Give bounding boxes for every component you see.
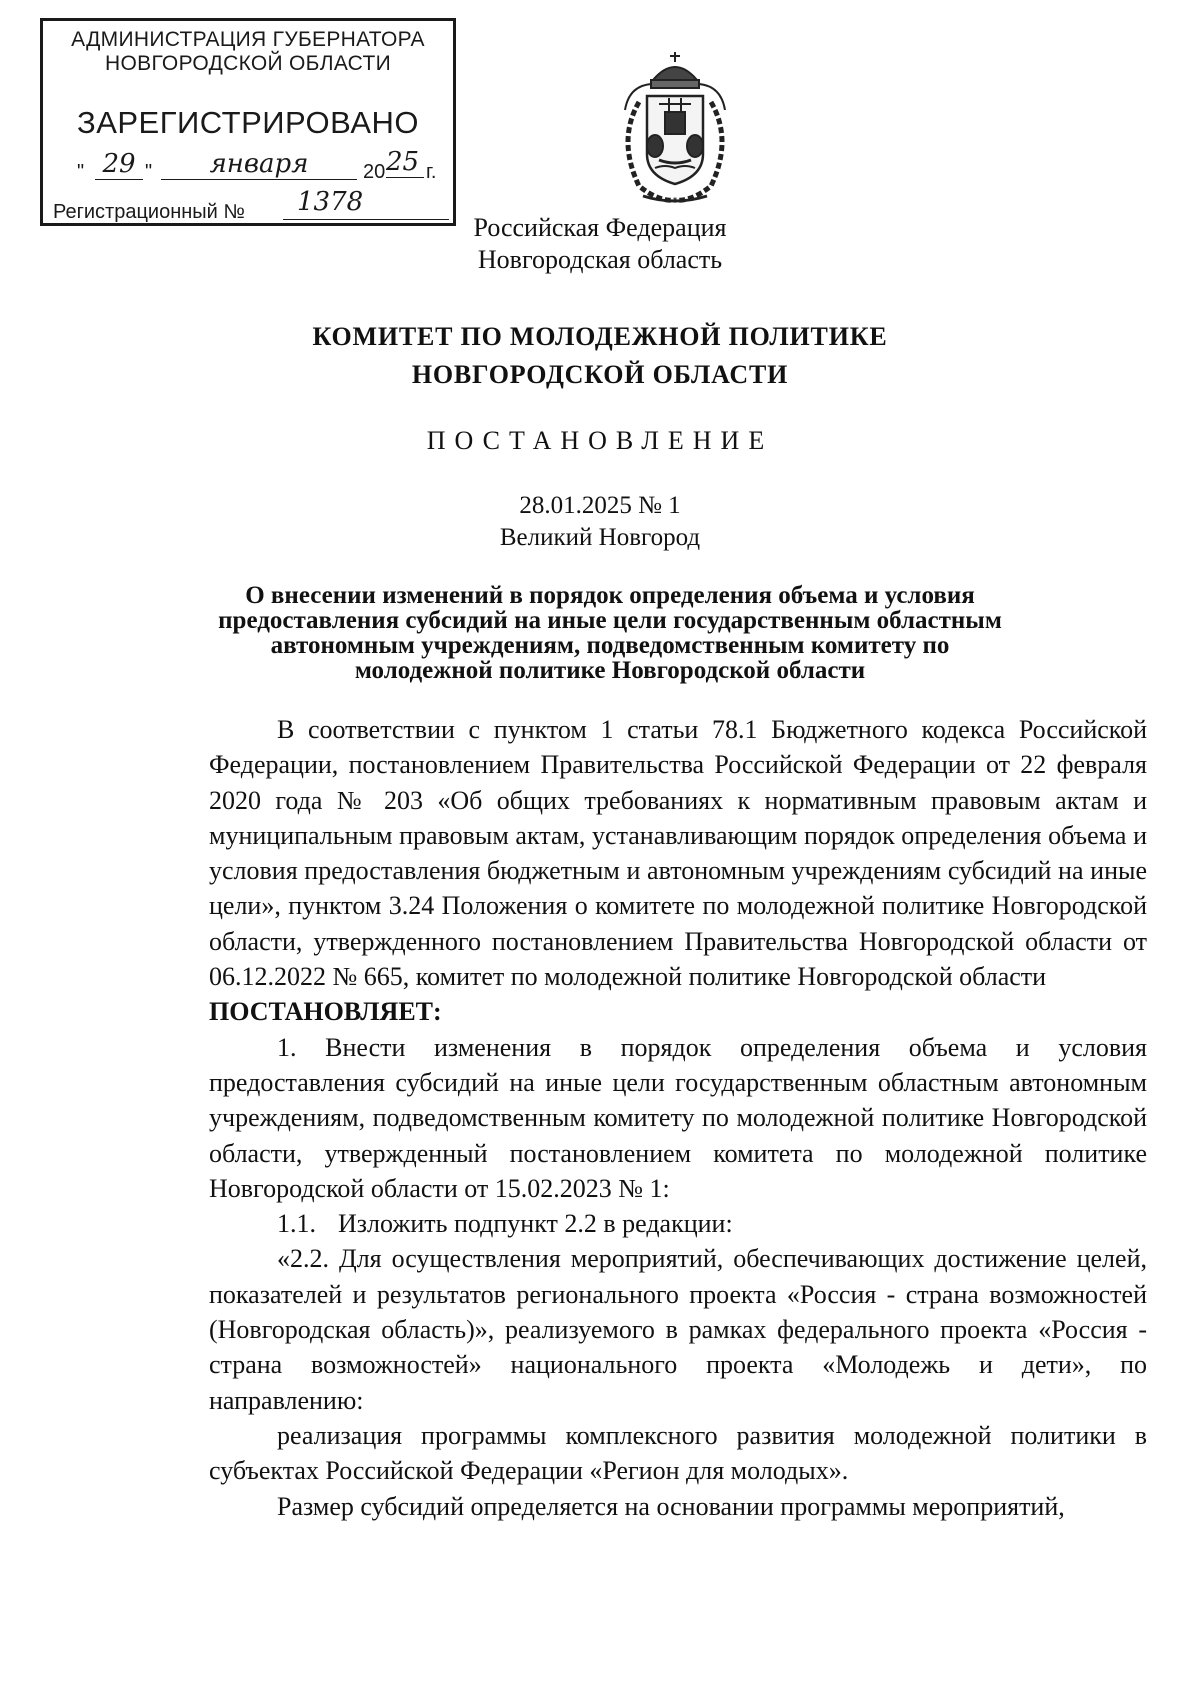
resolves-heading: ПОСТАНОВЛЯЕТ: <box>209 997 442 1027</box>
stamp-year-suffix: 25 <box>386 147 424 178</box>
stamp-number-label: Регистрационный № <box>53 201 245 223</box>
novgorod-coat-of-arms-icon <box>609 50 741 208</box>
document-body <box>209 712 1147 1524</box>
item-1-1-text: Изложить подпункт 2.2 в редакции: <box>338 1209 733 1239</box>
stamp-close-quote: " <box>145 161 153 183</box>
preamble-paragraph: В соответствии с пунктом 1 статьи 78.1 Бюджетного кодекса Российской Федерации, постановлением Правительства Российской Федерации от 22 февраля 2020 года № 203 «Об общих требованиях к нормативным правовым актам и муниципальным правовым актам, устанавливающим порядок определения объема и условия предоставления бюджетным и автономным учреждениям субсидий на иные цели», пунктом 3.24 Положения о комитете по молодежной политике Новгородской области, утвержденного постановлением Правительства Новгородской области от 06.12.2022 № 665, комитет по молодежной политике Новгородской области <box>209 715 1147 992</box>
country-name: Российская Федерация <box>473 213 727 242</box>
committee-title-line2: НОВГОРОДСКОЙ ОБЛАСТИ <box>411 360 789 389</box>
stamp-month: января <box>161 149 357 180</box>
committee-title-line1: КОМИТЕТ ПО МОЛОДЕЖНОЙ ПОЛИТИКЕ <box>312 322 888 351</box>
item-1-1-paragraph <box>209 1206 1147 1241</box>
stamp-date-line <box>77 147 447 185</box>
document-type: ПОСТАНОВЛЕНИЕ <box>426 426 774 455</box>
item-1-1-number: 1.1. <box>277 1209 316 1239</box>
stamp-registered-label: ЗАРЕГИСТРИРОВАНО <box>76 105 419 140</box>
stamp-organization <box>43 28 453 76</box>
item-1-paragraph: 1. Внести изменения в порядок определения объема и условия предоставления субсидий на иные цели государственным областным автономным учреждениям, подведомственным комитету по молодежной политике Новгородской области, утвержденный постановлением комитета по молодежной политике Новгородской области от 15.02.2023 № 1: <box>209 1032 1147 1203</box>
document-date-number: 28.01.2025 № 1 <box>519 492 681 519</box>
stamp-day: 29 <box>95 149 143 180</box>
program-paragraph: реализация программы комплексного развития молодежной политики в субъектах Российской Федерации «Регион для молодых». <box>209 1420 1147 1486</box>
country-header <box>0 212 1200 276</box>
stamp-org-line2: НОВГОРОДСКОЙ ОБЛАСТИ <box>105 52 391 75</box>
region-name: Новгородская область <box>477 245 723 274</box>
stamp-century: 20 <box>363 161 386 183</box>
document-subject: О внесении изменений в порядок определения объема и условия предоставления субсидий на иные цели государственным областным автономным учреждениям, подведомственным комитету по молодежной политике Новгородской области <box>218 582 1002 684</box>
stamp-org-line1: АДМИНИСТРАЦИЯ ГУБЕРНАТОРА <box>71 28 425 51</box>
subsidy-size-paragraph: Размер субсидий определяется на основании программы мероприятий, <box>277 1491 1065 1521</box>
subitem-2-2-paragraph: «2.2. Для осуществления мероприятий, обеспечивающих достижение целей, показателей и результатов регионального проекта «Россия - страна возможностей (Новгородская область)», реализуемого в рамках федерального проекта «Россия - страна возможностей» национального проекта «Молодежь и дети», по направлению: <box>209 1244 1147 1415</box>
document-city: Великий Новгород <box>499 524 701 551</box>
stamp-number: 1378 <box>283 187 449 220</box>
stamp-year-unit: г. <box>426 161 437 183</box>
committee-title <box>0 318 1200 394</box>
registration-stamp <box>40 18 456 226</box>
stamp-open-quote: " <box>77 161 85 183</box>
document-date-block <box>0 490 1200 554</box>
